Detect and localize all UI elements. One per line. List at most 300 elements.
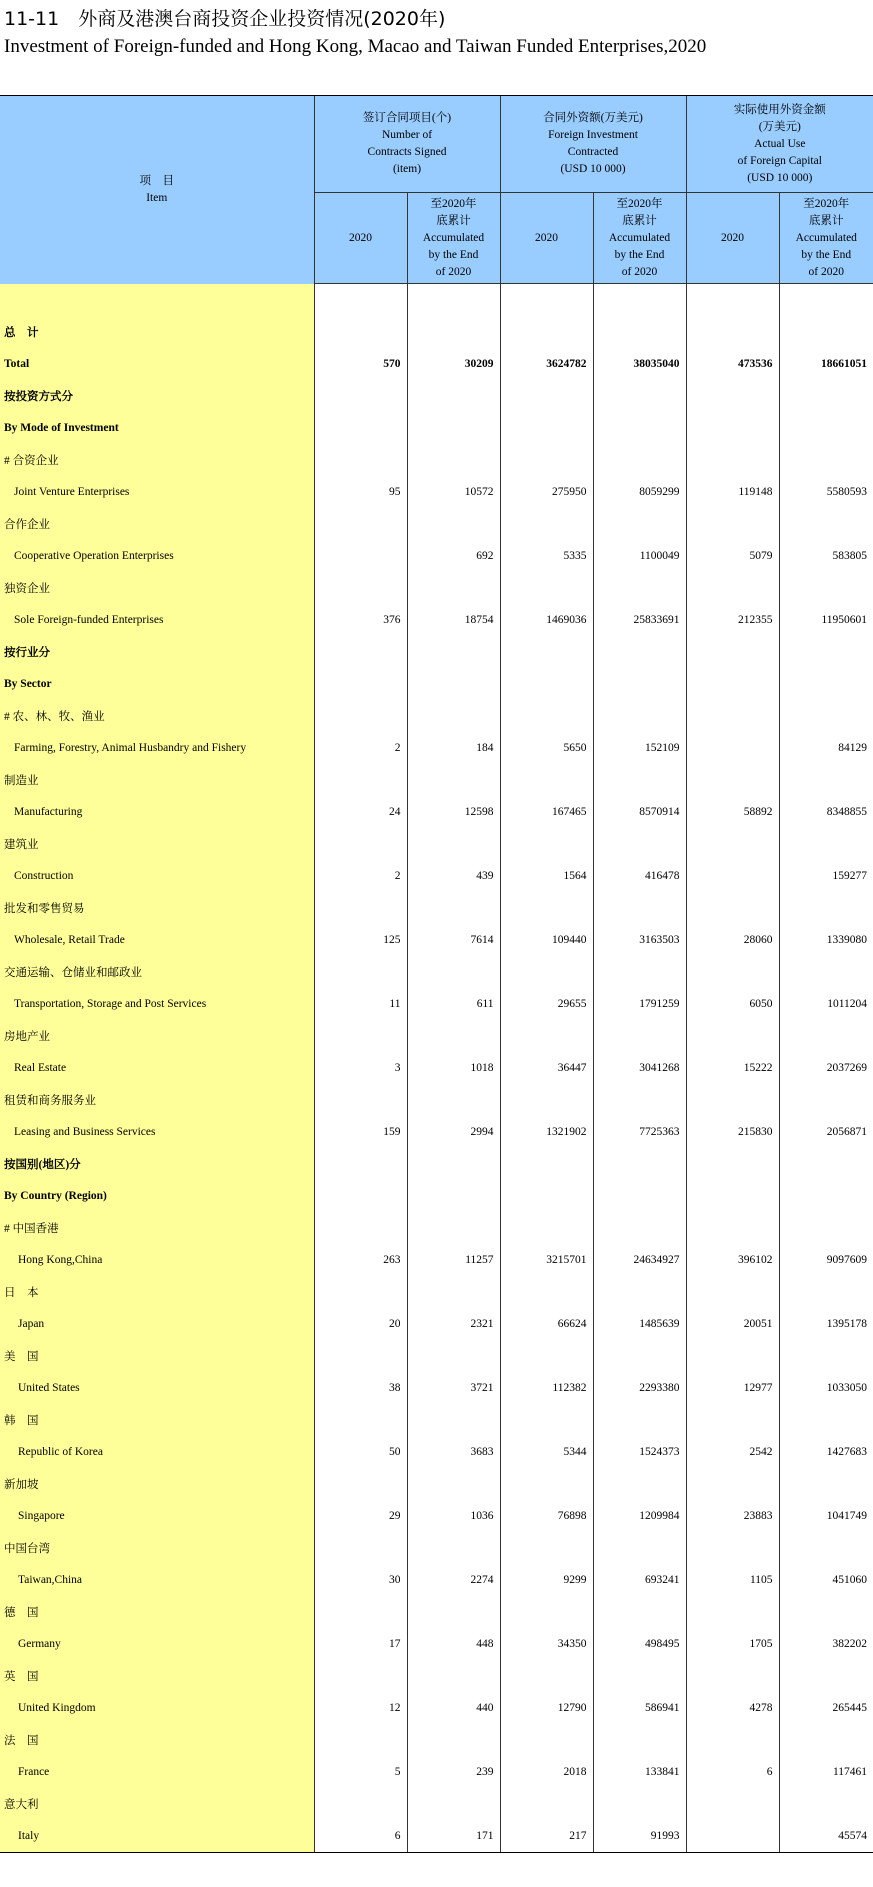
accumulated-header (593, 193, 686, 284)
table-row (0, 924, 873, 956)
value-cell (779, 1404, 873, 1436)
accumulated-header-line: of 2020 (808, 265, 845, 278)
value-cell (500, 1468, 593, 1500)
value-cell (314, 764, 407, 796)
value-cell: 439 (407, 860, 500, 892)
value-cell (593, 316, 686, 348)
accumulated-header-line: Accumulated (608, 231, 671, 244)
group-header-en: Foreign Investment (548, 129, 638, 141)
value-cell: 2542 (686, 1436, 779, 1468)
value-cell: 1033050 (779, 1372, 873, 1404)
value-cell (500, 508, 593, 540)
table-row (0, 508, 873, 540)
row-label: Germany (0, 1628, 314, 1660)
row-label: Leasing and Business Services (0, 1116, 314, 1148)
value-cell: 1209984 (593, 1500, 686, 1532)
value-cell: 396102 (686, 1244, 779, 1276)
value-cell (686, 1020, 779, 1052)
value-cell: 2 (314, 732, 407, 764)
value-cell (779, 1020, 873, 1052)
value-cell (686, 956, 779, 988)
value-cell: 159 (314, 1116, 407, 1148)
table-row (0, 572, 873, 604)
value-cell (593, 1020, 686, 1052)
value-cell (407, 380, 500, 412)
accumulated-header-line: by the End (428, 248, 479, 261)
value-cell (314, 540, 407, 572)
value-cell: 12 (314, 1692, 407, 1724)
row-label: Cooperative Operation Enterprises (0, 540, 314, 572)
value-cell (314, 956, 407, 988)
group-header-en: Contracted (567, 146, 619, 158)
table-row (0, 892, 873, 924)
value-cell (686, 1148, 779, 1180)
value-cell (314, 1020, 407, 1052)
row-label: Hong Kong,China (0, 1244, 314, 1276)
value-cell (686, 860, 779, 892)
value-cell (593, 956, 686, 988)
value-cell: 3683 (407, 1436, 500, 1468)
table-row (0, 956, 873, 988)
value-cell (500, 380, 593, 412)
value-cell: 5344 (500, 1436, 593, 1468)
value-cell (686, 1468, 779, 1500)
value-cell: 611 (407, 988, 500, 1020)
value-cell: 58892 (686, 796, 779, 828)
value-cell (593, 764, 686, 796)
value-cell: 6 (314, 1820, 407, 1853)
value-cell: 95 (314, 476, 407, 508)
value-cell: 119148 (686, 476, 779, 508)
value-cell: 30209 (407, 348, 500, 380)
table-row (0, 1276, 873, 1308)
value-cell: 38035040 (593, 348, 686, 380)
group-header-cn-unit: (万美元) (758, 120, 801, 133)
table-row (0, 316, 873, 348)
value-cell: 416478 (593, 860, 686, 892)
row-label: 日 本 (0, 1276, 314, 1308)
value-cell: 1395178 (779, 1308, 873, 1340)
table-row (0, 764, 873, 796)
group-header-cn: 合同外资额(万美元) (543, 112, 643, 124)
value-cell (314, 1788, 407, 1820)
value-cell (779, 1724, 873, 1756)
value-cell (500, 668, 593, 700)
table-row (0, 1596, 873, 1628)
value-cell (407, 1596, 500, 1628)
value-cell: 18754 (407, 604, 500, 636)
value-cell (407, 1276, 500, 1308)
row-label: 合作企业 (0, 508, 314, 540)
value-cell (500, 316, 593, 348)
group-header-en: Contracts Signed (367, 146, 447, 158)
value-cell: 10572 (407, 476, 500, 508)
value-cell: 1018 (407, 1052, 500, 1084)
value-cell: 265445 (779, 1692, 873, 1724)
value-cell (686, 700, 779, 732)
value-cell (407, 1148, 500, 1180)
value-cell: 1036 (407, 1500, 500, 1532)
row-label: Manufacturing (0, 796, 314, 828)
value-cell: 5079 (686, 540, 779, 572)
value-cell: 263 (314, 1244, 407, 1276)
value-cell: 125 (314, 924, 407, 956)
row-label: Taiwan,China (0, 1564, 314, 1596)
row-label: 新加坡 (0, 1468, 314, 1500)
row-label: 英 国 (0, 1660, 314, 1692)
value-cell (593, 1084, 686, 1116)
value-cell (314, 1180, 407, 1212)
table-row (0, 380, 873, 412)
value-cell (407, 1020, 500, 1052)
value-cell (593, 1148, 686, 1180)
table-row (0, 1148, 873, 1180)
value-cell (407, 700, 500, 732)
value-cell (686, 732, 779, 764)
row-label: 德 国 (0, 1596, 314, 1628)
value-cell: 5650 (500, 732, 593, 764)
value-cell: 171 (407, 1820, 500, 1853)
value-cell: 117461 (779, 1756, 873, 1788)
row-label: Transportation, Storage and Post Services (0, 988, 314, 1020)
value-cell: 50 (314, 1436, 407, 1468)
value-cell: 20 (314, 1308, 407, 1340)
value-cell (500, 700, 593, 732)
value-cell (407, 1724, 500, 1756)
row-label: 房地产业 (0, 1020, 314, 1052)
value-cell: 1524373 (593, 1436, 686, 1468)
value-cell (500, 1596, 593, 1628)
table-row (0, 1500, 873, 1532)
table-row (0, 604, 873, 636)
row-label: Sole Foreign-funded Enterprises (0, 604, 314, 636)
value-cell: 84129 (779, 732, 873, 764)
item-header-cn: 项 目 (139, 174, 174, 187)
row-label: Singapore (0, 1500, 314, 1532)
value-cell (314, 892, 407, 924)
value-cell (500, 1724, 593, 1756)
value-cell: 28060 (686, 924, 779, 956)
value-cell: 4278 (686, 1692, 779, 1724)
value-cell (686, 892, 779, 924)
row-label: 意大利 (0, 1788, 314, 1820)
value-cell: 1705 (686, 1628, 779, 1660)
value-cell (779, 508, 873, 540)
value-cell (593, 508, 686, 540)
value-cell (500, 1180, 593, 1212)
row-label: 建筑业 (0, 828, 314, 860)
value-cell (779, 1084, 873, 1116)
value-cell: 692 (407, 540, 500, 572)
value-cell: 6 (686, 1756, 779, 1788)
row-label: 按行业分 (0, 636, 314, 668)
table-row (0, 1020, 873, 1052)
value-cell: 1041749 (779, 1500, 873, 1532)
value-cell (686, 316, 779, 348)
value-cell: 275950 (500, 476, 593, 508)
value-cell: 11 (314, 988, 407, 1020)
table-row (0, 668, 873, 700)
row-label: United Kingdom (0, 1692, 314, 1724)
value-cell (314, 316, 407, 348)
row-label: By Mode of Investment (0, 412, 314, 444)
table-row (0, 732, 873, 764)
value-cell: 184 (407, 732, 500, 764)
value-cell (593, 572, 686, 604)
value-cell: 109440 (500, 924, 593, 956)
value-cell (593, 1724, 686, 1756)
value-cell (779, 764, 873, 796)
table-row (0, 1436, 873, 1468)
row-label: 独资企业 (0, 572, 314, 604)
value-cell (314, 668, 407, 700)
table-row (0, 1244, 873, 1276)
value-cell: 8570914 (593, 796, 686, 828)
value-cell (686, 1820, 779, 1853)
value-cell: 1564 (500, 860, 593, 892)
value-cell (779, 444, 873, 476)
value-cell: 12977 (686, 1372, 779, 1404)
value-cell: 12598 (407, 796, 500, 828)
value-cell: 152109 (593, 732, 686, 764)
row-label: 总 计 (0, 316, 314, 348)
value-cell: 2037269 (779, 1052, 873, 1084)
value-cell (314, 700, 407, 732)
group-header-unit: (USD 10 000) (747, 171, 813, 184)
row-label (0, 284, 314, 317)
value-cell (779, 1788, 873, 1820)
value-cell: 112382 (500, 1372, 593, 1404)
value-cell: 36447 (500, 1052, 593, 1084)
value-cell (686, 572, 779, 604)
table-row (0, 412, 873, 444)
value-cell (314, 1724, 407, 1756)
value-cell (686, 1724, 779, 1756)
value-cell (314, 444, 407, 476)
value-cell (779, 1148, 873, 1180)
value-cell (593, 700, 686, 732)
value-cell (779, 700, 873, 732)
value-cell (407, 412, 500, 444)
value-cell (593, 668, 686, 700)
value-cell (407, 1212, 500, 1244)
value-cell: 5335 (500, 540, 593, 572)
item-header-en: Item (146, 191, 168, 204)
value-cell (686, 1596, 779, 1628)
value-cell (500, 764, 593, 796)
value-cell (779, 380, 873, 412)
value-cell (500, 1212, 593, 1244)
row-label: Total (0, 348, 314, 380)
group-header-en: Number of (381, 129, 433, 141)
table-row (0, 540, 873, 572)
value-cell (779, 1660, 873, 1692)
value-cell: 212355 (686, 604, 779, 636)
table-row (0, 828, 873, 860)
value-cell (593, 636, 686, 668)
value-cell: 23883 (686, 1500, 779, 1532)
value-cell (407, 1340, 500, 1372)
row-label: Wholesale, Retail Trade (0, 924, 314, 956)
group-header-unit: (USD 10 000) (560, 163, 626, 175)
value-cell (407, 892, 500, 924)
value-cell (779, 956, 873, 988)
value-cell: 2293380 (593, 1372, 686, 1404)
table-row (0, 1692, 873, 1724)
table-row (0, 1724, 873, 1756)
value-cell: 20051 (686, 1308, 779, 1340)
value-cell: 9097609 (779, 1244, 873, 1276)
value-cell: 6050 (686, 988, 779, 1020)
value-cell: 66624 (500, 1308, 593, 1340)
value-cell: 1791259 (593, 988, 686, 1020)
value-cell: 1105 (686, 1564, 779, 1596)
table-row (0, 988, 873, 1020)
value-cell (779, 828, 873, 860)
row-label: France (0, 1756, 314, 1788)
year-header: 2020 (314, 193, 407, 284)
value-cell: 9299 (500, 1564, 593, 1596)
accumulated-header-line: 至2020年 (430, 197, 477, 210)
value-cell: 217 (500, 1820, 593, 1853)
value-cell: 448 (407, 1628, 500, 1660)
value-cell (500, 444, 593, 476)
value-cell (500, 1084, 593, 1116)
value-cell: 1321902 (500, 1116, 593, 1148)
value-cell (593, 1468, 686, 1500)
table-row (0, 1820, 873, 1853)
table-row (0, 1212, 873, 1244)
value-cell (779, 636, 873, 668)
value-cell: 18661051 (779, 348, 873, 380)
value-cell (500, 1020, 593, 1052)
value-cell: 17 (314, 1628, 407, 1660)
table-row (0, 1788, 873, 1820)
table-row (0, 1468, 873, 1500)
accumulated-header-line: 至2020年 (616, 197, 663, 210)
row-label: # 中国香港 (0, 1212, 314, 1244)
value-cell (686, 1404, 779, 1436)
value-cell: 25833691 (593, 604, 686, 636)
value-cell (686, 444, 779, 476)
value-cell (593, 1340, 686, 1372)
value-cell (593, 892, 686, 924)
table-row (0, 796, 873, 828)
group-header-en: Actual Use (754, 137, 806, 150)
value-cell (407, 316, 500, 348)
value-cell (779, 892, 873, 924)
value-cell (593, 1212, 686, 1244)
accumulated-header (407, 193, 500, 284)
value-cell: 5580593 (779, 476, 873, 508)
accumulated-header-line: of 2020 (435, 265, 472, 278)
value-cell (314, 1596, 407, 1628)
value-cell (686, 668, 779, 700)
value-cell (407, 636, 500, 668)
accumulated-header-line: 底累计 (436, 214, 471, 227)
item-column-header (0, 96, 314, 284)
value-cell (500, 1404, 593, 1436)
value-cell: 215830 (686, 1116, 779, 1148)
value-cell: 693241 (593, 1564, 686, 1596)
row-label: 韩 国 (0, 1404, 314, 1436)
accumulated-header (779, 193, 873, 284)
value-cell: 8348855 (779, 796, 873, 828)
value-cell (407, 572, 500, 604)
value-cell (500, 956, 593, 988)
value-cell (500, 1532, 593, 1564)
row-label: # 农、林、牧、渔业 (0, 700, 314, 732)
value-cell: 29655 (500, 988, 593, 1020)
value-cell: 38 (314, 1372, 407, 1404)
value-cell (314, 636, 407, 668)
row-label: By Sector (0, 668, 314, 700)
value-cell: 15222 (686, 1052, 779, 1084)
value-cell: 1427683 (779, 1436, 873, 1468)
value-cell (314, 1660, 407, 1692)
row-label: By Country (Region) (0, 1180, 314, 1212)
value-cell (314, 1212, 407, 1244)
value-cell: 11950601 (779, 604, 873, 636)
table-row (0, 636, 873, 668)
table-row (0, 1308, 873, 1340)
value-cell: 3163503 (593, 924, 686, 956)
value-cell: 376 (314, 604, 407, 636)
value-cell (779, 668, 873, 700)
value-cell: 3624782 (500, 348, 593, 380)
table-row (0, 1532, 873, 1564)
value-cell (314, 1468, 407, 1500)
value-cell: 5 (314, 1756, 407, 1788)
table-row (0, 1372, 873, 1404)
value-cell: 167465 (500, 796, 593, 828)
table-row (0, 1340, 873, 1372)
value-cell: 76898 (500, 1500, 593, 1532)
table-row (0, 1116, 873, 1148)
accumulated-header-line: 至2020年 (803, 197, 850, 210)
value-cell: 382202 (779, 1628, 873, 1660)
value-cell (314, 508, 407, 540)
value-cell (407, 508, 500, 540)
value-cell (314, 1532, 407, 1564)
value-cell (500, 892, 593, 924)
value-cell: 12790 (500, 1692, 593, 1724)
table-row (0, 700, 873, 732)
value-cell: 3041268 (593, 1052, 686, 1084)
value-cell (314, 1084, 407, 1116)
value-cell (314, 412, 407, 444)
actual-use-header (686, 96, 873, 193)
value-cell: 1469036 (500, 604, 593, 636)
value-cell (686, 764, 779, 796)
value-cell: 2018 (500, 1756, 593, 1788)
value-cell (779, 1596, 873, 1628)
table-row (0, 444, 873, 476)
value-cell (407, 1404, 500, 1436)
value-cell (686, 1340, 779, 1372)
value-cell (407, 956, 500, 988)
value-cell (779, 1276, 873, 1308)
value-cell (500, 412, 593, 444)
value-cell (686, 1276, 779, 1308)
accumulated-header-line: 底累计 (622, 214, 657, 227)
accumulated-header-line: Accumulated (795, 231, 857, 244)
value-cell (779, 316, 873, 348)
value-cell (593, 1180, 686, 1212)
value-cell (779, 412, 873, 444)
value-cell: 34350 (500, 1628, 593, 1660)
value-cell (593, 1788, 686, 1820)
